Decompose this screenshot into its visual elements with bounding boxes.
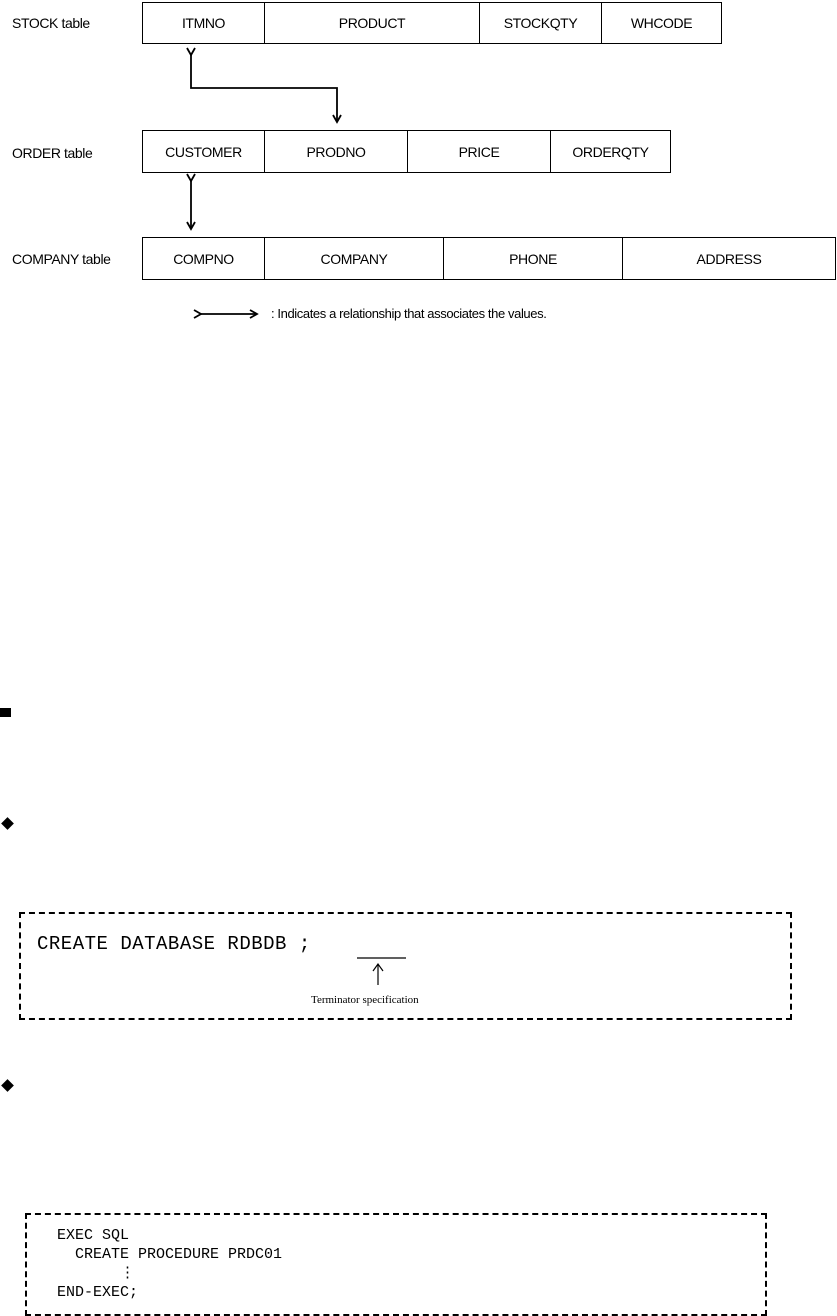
stock-column-stockqty: STOCKQTY: [480, 3, 602, 43]
square-bullet-icon: [0, 708, 11, 717]
diamond-bullet-icon: [1, 1079, 14, 1092]
code-line-ellipsis: ⋮: [57, 1265, 136, 1282]
company-column-company: COMPANY: [265, 238, 444, 279]
order-column-customer: CUSTOMER: [143, 131, 265, 172]
stock-table-label: STOCK table: [12, 15, 90, 31]
code-line-exec-sql: EXEC SQL: [57, 1227, 130, 1244]
stock-column-product: PRODUCT: [265, 3, 480, 43]
itmno-prodno-arrow: [191, 55, 337, 122]
create-database-statement: CREATE DATABASE RDBDB ;: [37, 933, 311, 955]
stock-column-whcode: WHCODE: [630, 15, 693, 31]
company-column-compno: COMPNO: [143, 238, 265, 279]
company-table-label: COMPANY table: [12, 251, 111, 267]
legend-text: : Indicates a relationship that associates the values.: [271, 306, 547, 321]
relationship-arrows: [0, 0, 837, 340]
code-line-end-exec: END-EXEC;: [57, 1284, 139, 1301]
diamond-bullet-icon: [1, 817, 14, 830]
order-column-orderqty: ORDERQTY: [572, 143, 649, 160]
code-line-create-procedure: CREATE PROCEDURE PRDC01: [57, 1246, 283, 1263]
terminator-pointer: [350, 955, 420, 995]
stock-column-itmno: ITMNO: [143, 3, 265, 43]
order-column-prodno: PRODNO: [265, 131, 408, 172]
order-column-price: PRICE: [408, 131, 551, 172]
company-column-phone: PHONE: [444, 238, 623, 279]
terminator-specification-label: Terminator specification: [311, 994, 419, 1006]
company-column-address: ADDRESS: [696, 250, 762, 267]
order-table-label: ORDER table: [12, 145, 93, 161]
